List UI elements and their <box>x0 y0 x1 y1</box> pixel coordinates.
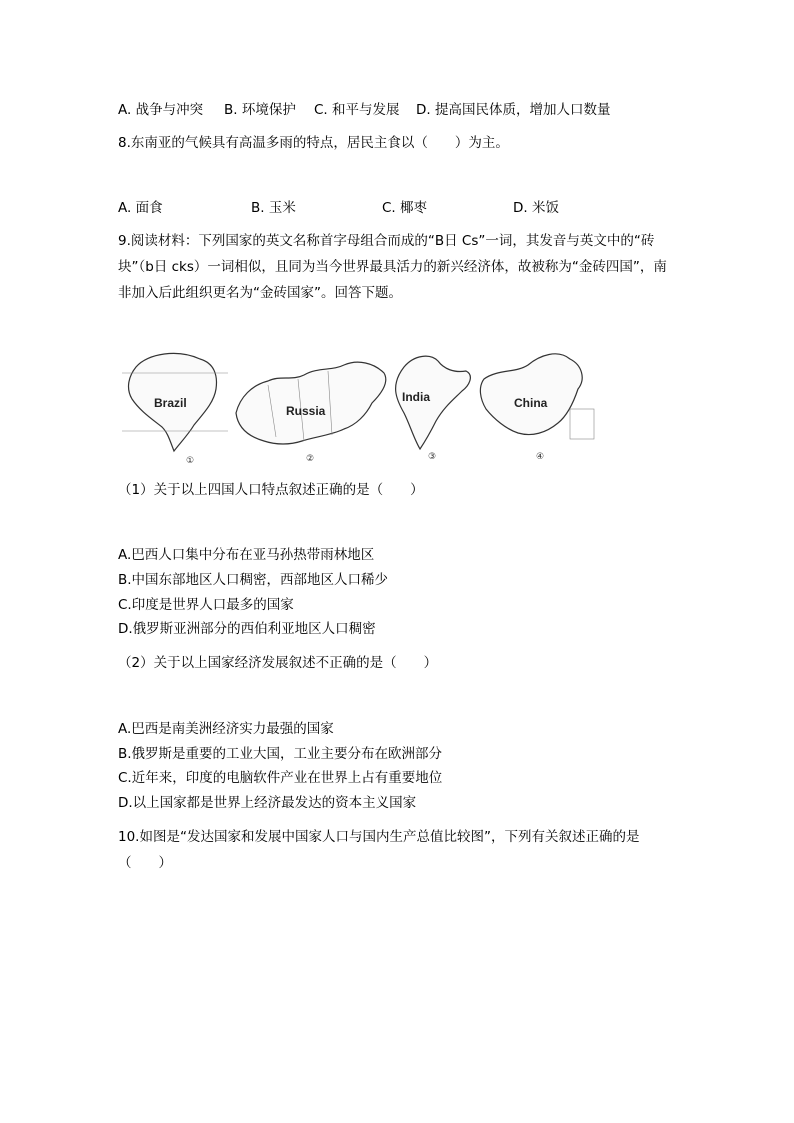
map-number-3: ③ <box>428 452 437 462</box>
q9-sub2-option-a: A.巴西是南美洲经济实力最强的国家 <box>118 721 334 737</box>
q8-option-c: C. 椰枣 <box>382 200 428 216</box>
map-label-china: China <box>514 396 548 410</box>
q10-stem: 10.如图是“发达国家和发展中国家人口与国内生产总值比较图”，下列有关叙述正确的是 <box>118 829 640 845</box>
q9-sub1-stem: （1）关于以上四国人口特点叙述正确的是（ ） <box>118 482 424 498</box>
map-label-russia: Russia <box>286 404 326 418</box>
q7-option-a: A. 战争与冲突 <box>118 102 204 118</box>
map-label-brazil: Brazil <box>154 396 187 410</box>
q7-option-d: D. 提高国民体质，增加人口数量 <box>416 102 611 118</box>
q9-material: 9.阅读材料：下列国家的英文名称首字母组合而成的“B日 Cs”一词，其发音与英文中的“砖块”（b日 cks）一词相似，且同为当今世界最具活力的新兴经济体，故被称为“金砖四国”，南非加入后此组织更名为“金砖国家”。回答下题。 <box>118 233 667 301</box>
q8-option-a: A. 面食 <box>118 200 163 216</box>
q9-sub2-stem: （2）关于以上国家经济发展叙述不正确的是（ ） <box>118 655 438 671</box>
q7-option-b: B. 环境保护 <box>224 102 296 118</box>
map-label-india: India <box>402 390 431 404</box>
q9-sub1-option-c: C.印度是世界人口最多的国家 <box>118 597 294 613</box>
q8-option-b: B. 玉米 <box>251 200 296 216</box>
q7-option-c: C. 和平与发展 <box>314 102 400 118</box>
map-number-4: ④ <box>536 452 545 462</box>
bric-maps-figure <box>118 345 598 465</box>
map-brazil <box>122 353 228 465</box>
map-india <box>396 356 471 462</box>
q9-sub1-option-a: A.巴西人口集中分布在亚马孙热带雨林地区 <box>118 547 375 563</box>
q9-sub1-option-d: D.俄罗斯亚洲部分的西伯利亚地区人口稠密 <box>118 621 376 637</box>
map-number-1: ① <box>186 456 195 465</box>
q9-sub1-option-b: B.中国东部地区人口稠密，西部地区人口稀少 <box>118 572 389 588</box>
map-china <box>480 354 594 462</box>
q9-sub2-option-d: D.以上国家都是世界上经济最发达的资本主义国家 <box>118 795 417 811</box>
q9-sub2-option-c: C.近年来，印度的电脑软件产业在世界上占有重要地位 <box>118 770 443 786</box>
map-number-2: ② <box>306 454 315 464</box>
map-russia <box>236 362 386 464</box>
q10-blank: （ ） <box>118 855 172 871</box>
q8-stem: 8.东南亚的气候具有高温多雨的特点，居民主食以（ ）为主。 <box>118 135 509 151</box>
q8-option-d: D. 米饭 <box>513 200 559 216</box>
q9-sub2-option-b: B.俄罗斯是重要的工业大国，工业主要分布在欧洲部分 <box>118 746 443 762</box>
